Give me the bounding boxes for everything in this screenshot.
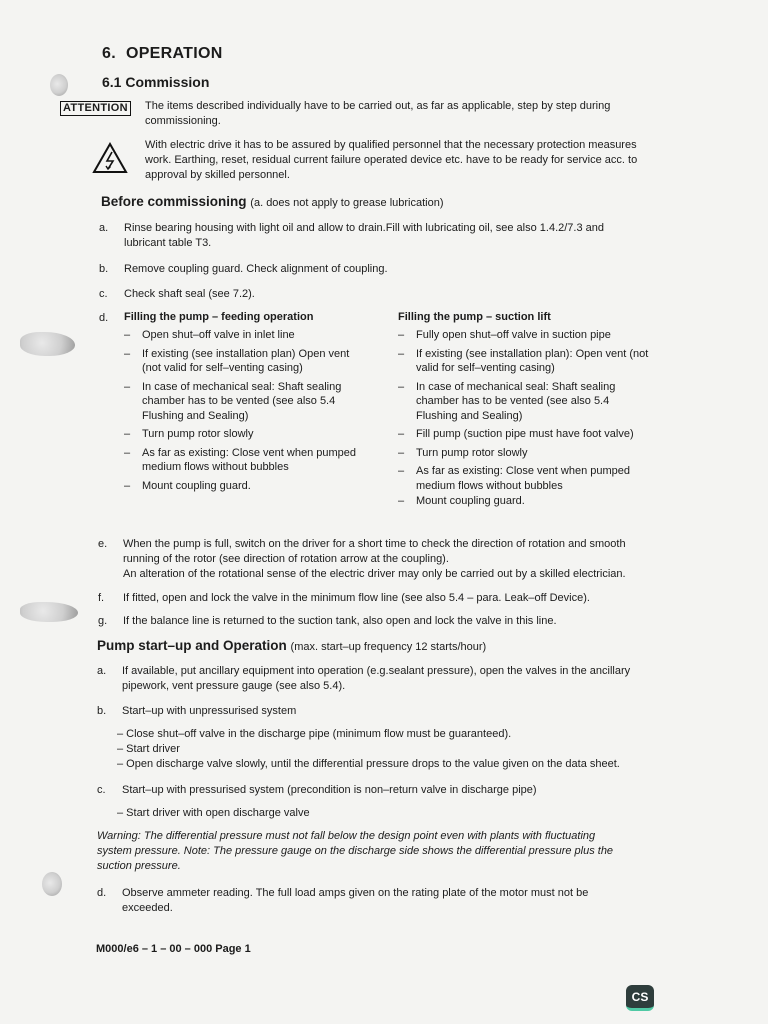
filling-feeding-heading: Filling the pump – feeding operation	[124, 311, 314, 323]
filling-suction-column	[398, 311, 698, 513]
startup-step-b-actions: – Close shut–off valve in the discharge pipe (minimum flow must be guaranteed). – Start driver – Open discharge valve slowly, until the differential pressure drops to the value given on the data sheet.	[117, 728, 620, 770]
filling-suction-heading: Filling the pump – suction lift	[398, 311, 551, 323]
list-item: – Fully open shut–off valve in suction pipe	[398, 329, 611, 341]
page-footer: M000/e6 – 1 – 00 – 000 Page 1	[96, 943, 251, 955]
electric-hazard-icon	[92, 142, 128, 174]
subsection-heading: 6.1 Commission	[102, 74, 210, 90]
punch-hole-bottom	[42, 872, 62, 896]
startup-step-c-actions: – Start driver with open discharge valve	[117, 807, 310, 819]
punch-hole-mid-upper	[20, 332, 75, 356]
list-item: – Turn pump rotor slowly	[398, 446, 528, 459]
filling-feeding-list	[124, 328, 394, 493]
filling-feeding-column	[124, 311, 394, 497]
list-item: – If existing (see installation plan) Open vent (not valid for self–venting casing)	[124, 347, 350, 374]
before-commissioning-heading: Before commissioning (a. does not apply to grease lubrication)	[101, 194, 444, 209]
list-item: – Fill pump (suction pipe must have foot valve)	[398, 428, 634, 440]
attention-text: The items described individually have to be carried out, as far as applicable, step by step during commissioning.	[145, 100, 611, 127]
list-item: – As far as existing: Close vent when pumped medium flows without bubbles	[398, 465, 631, 492]
list-item: – In case of mechanical seal: Shaft sealing chamber has to be vented (see also 5.4 Flushing and Sealing)	[124, 380, 342, 422]
electric-warning-text: With electric drive it has to be assured by qualified personnel that the necessary protection measures work. Earthing, reset, residual current failure operated device etc. have to be ready for service acc. to approval by skilled personnel.	[145, 139, 638, 181]
document-page: 6. OPERATION 6.1 Commission ATTENTION The items described individually have to be carried out, as far as applicable, step by step during commissioning. With electric drive it has to be assured by qualified personnel that the necessary protection measures work. Earthing, reset, residual current failure operated device etc. have to be ready for service acc. to approval by skilled personnel. Before commissioning (a. does not apply to grease lubrication) a. Rinse bearing housing with light oil and allow to drain.Fill with lubricating oil, see also 1.4.2/7.3 and lubricant table T3. b. Remove coupling guard. Check alignment of coupling. c. Check shaft seal (see 7.2). d. Filling the pump – feeding operation – Open shut–off valve in inlet line – If existing (see installation plan) Open vent (not valid for self–venting casing) – In case of mechanical seal: Shaft sealing chamber has to be vented (see also 5.4 Flushing and Sealing) – Turn pump rotor slowly – As far as existing: Close vent when pumped medium flows without bubbles – Mount coupling guard. Filling the pump – suction lift – Fully open shut–off valve in suction pipe – If existing (see installation plan): Open vent (not valid for self–venting casing) – In case of mechanical seal: Shaft sealing chamber has to be vented (see also 5.4 Flushing and Sealing) – Fill pump (suction pipe must have foot valve) – Turn pump rotor slowly – As far as existing: Close vent when pumped medium flows without bubbles – Mount coupling guard. e. When the pump is full, switch on the driver for a short time to check the direction of rotation and smooth running of the rotor (see direction of rotation arrow at the coupling). An alteration of the rotational sense of the electric driver may only be carried out by a skilled electrician. f. If fitted, open and lock the valve in the minimum flow line (see also 5.4 – para. Leak–off Device). g. If the balance line is returned to the suction tank, also open and lock the valve in this line. Pump start–up and Operation (max. start–up frequency 12 starts/hour) a. If available, put ancillary equipment into operation (e.g.sealant pressure), open the valves in the ancillary pipework, vent pressure gauge (see also 5.4). b. Start–up with unpressurised system – Close shut–off valve in the discharge pipe (minimum flow must be guaranteed). – Start driver – Open discharge valve slowly, until the differential pressure drops to the value given on the data sheet. c. Start–up with pressurised system (precondition is non–return valve in discharge pipe) – Start driver with open discharge valve Warning: The differential pressure must not fall below the design point even with plants with fluctuating system pressure. Note: The pressure gauge on the discharge side shows the differential pressure plus the suction pressure. d. Observe ammeter reading. The full load amps given on the rating plate of the motor must not be exceeded. M000/e6 – 1 – 00 – 000 Page 1 CS	[0, 0, 768, 1024]
punch-hole-top	[50, 74, 68, 96]
list-item: – Open shut–off valve in inlet line	[124, 329, 295, 341]
camscanner-logo-icon: CS	[626, 985, 654, 1011]
list-item: – As far as existing: Close vent when pumped medium flows without bubbles	[124, 446, 357, 473]
list-item: – Mount coupling guard.	[124, 479, 251, 492]
punch-hole-mid-lower	[20, 602, 78, 622]
list-item: – Turn pump rotor slowly	[124, 428, 254, 440]
pressure-warning: Warning: The differential pressure must not fall below the design point even with plants with fluctuating system pressure. Note: The pressure gauge on the discharge side shows the differential pressure plus the suction pressure.	[97, 830, 614, 872]
list-item: – In case of mechanical seal: Shaft sealing chamber has to be vented (see also 5.4 Flushing and Sealing)	[398, 380, 616, 422]
list-item: – If existing (see installation plan): Open vent (not valid for self–venting casing)	[398, 347, 649, 374]
filling-suction-list	[398, 328, 698, 509]
list-item: – Mount coupling guard.	[398, 495, 525, 507]
startup-heading: Pump start–up and Operation (max. start–up frequency 12 starts/hour)	[97, 638, 487, 653]
attention-label: ATTENTION	[60, 101, 131, 116]
section-heading: 6. OPERATION	[102, 45, 223, 62]
